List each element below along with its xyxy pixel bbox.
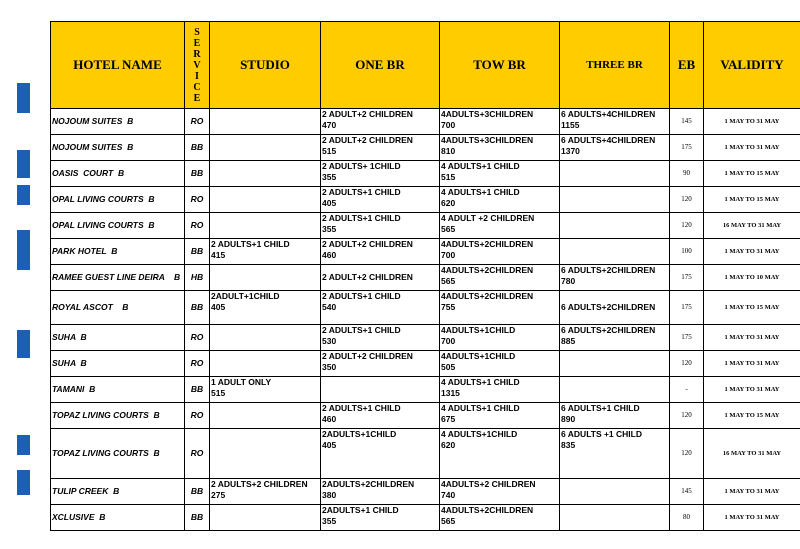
service-cell: RO xyxy=(185,429,210,479)
validity-cell: 1 MAY TO 31 MAY xyxy=(704,377,800,403)
eb-cell: 120 xyxy=(670,187,704,213)
eb-cell: 145 xyxy=(670,479,704,505)
header-service-letter: R xyxy=(193,48,201,60)
price-text: 1155 xyxy=(561,120,580,130)
tow-br-cell xyxy=(440,187,560,213)
price-text: 505 xyxy=(441,362,456,372)
price-text: 675 xyxy=(441,414,456,424)
table-row xyxy=(51,239,800,265)
tow-br-cell xyxy=(440,479,560,505)
occupancy-text: 2 ADULT+2 CHILDREN xyxy=(322,351,413,361)
occupancy-text: 4 ADULTS+1 CHILD xyxy=(441,377,520,387)
one-br-cell xyxy=(321,135,440,161)
price-text: 740 xyxy=(441,490,456,500)
validity-cell: 1 MAY TO 31 MAY xyxy=(704,325,800,351)
table-row xyxy=(51,213,800,239)
studio-cell xyxy=(210,187,321,213)
price-text: 355 xyxy=(322,516,337,526)
price-text: 620 xyxy=(441,198,456,208)
side-decoration xyxy=(0,0,50,549)
service-cell: RO xyxy=(185,325,210,351)
table-row xyxy=(51,291,800,325)
hotel-name-cell: PARK HOTEL B xyxy=(51,239,185,265)
tow-br-cell xyxy=(440,429,560,479)
service-cell: RO xyxy=(185,213,210,239)
hotel-name-cell: SUHA B xyxy=(51,351,185,377)
occupancy-text: 4ADULTS+2 CHILDREN xyxy=(441,479,536,489)
occupancy-text: 1 ADULT ONLY xyxy=(211,377,272,387)
three-br-cell xyxy=(560,135,670,161)
header-service-letter: S xyxy=(194,26,200,38)
occupancy-text: 4ADULTS+1CHILD xyxy=(441,325,516,335)
studio-cell xyxy=(210,213,321,239)
eb-cell: 80 xyxy=(670,505,704,531)
price-text: 470 xyxy=(322,120,337,130)
service-cell: BB xyxy=(185,377,210,403)
price-text: 355 xyxy=(322,224,337,234)
one-br-cell xyxy=(321,429,440,479)
hotel-name-cell: RAMEE GUEST LINE DEIRA B xyxy=(51,265,185,291)
validity-cell: 1 MAY TO 31 MAY xyxy=(704,109,800,135)
hotel-name-cell: ROYAL ASCOT B xyxy=(51,291,185,325)
occupancy-text: 2 ADULTS+1 CHILD xyxy=(211,239,290,249)
table-row xyxy=(51,403,800,429)
side-deco-block-1 xyxy=(17,83,30,113)
eb-cell: 120 xyxy=(670,429,704,479)
side-deco-block-3 xyxy=(17,185,30,205)
studio-cell xyxy=(210,161,321,187)
hotel-name-cell: OPAL LIVING COURTS B xyxy=(51,187,185,213)
price-text: 835 xyxy=(561,440,576,450)
occupancy-text: 4ADULTS+2CHILDREN xyxy=(441,265,534,275)
studio-cell xyxy=(210,109,321,135)
price-text: 405 xyxy=(322,440,337,450)
price-text: 890 xyxy=(561,414,576,424)
occupancy-text: 4 ADULTS+1CHILD xyxy=(441,429,518,439)
studio-cell xyxy=(210,403,321,429)
service-cell: RO xyxy=(185,351,210,377)
table-row xyxy=(51,109,800,135)
hotel-name-cell: OPAL LIVING COURTS B xyxy=(51,213,185,239)
occupancy-text: 2 ADULTS+1 CHILD xyxy=(322,291,401,301)
occupancy-text: 2 ADULTS+1 CHILD xyxy=(322,213,401,223)
occupancy-text: 6 ADULTS +1 CHILD xyxy=(561,429,642,439)
price-text: 355 xyxy=(322,172,337,182)
occupancy-text: 4 ADULTS+1 CHILD xyxy=(441,161,520,171)
validity-cell: 1 MAY TO 15 MAY xyxy=(704,187,800,213)
validity-cell: 16 MAY TO 31 MAY xyxy=(704,429,800,479)
validity-cell: 1 MAY TO 31 MAY xyxy=(704,239,800,265)
price-text: 515 xyxy=(441,172,456,182)
occupancy-text: 4ADULTS+2CHILDREN xyxy=(441,291,534,301)
validity-cell: 1 MAY TO 31 MAY xyxy=(704,505,800,531)
side-deco-block-6 xyxy=(17,435,30,455)
service-cell: BB xyxy=(185,479,210,505)
header-one-br: ONE BR xyxy=(321,22,440,109)
occupancy-text: 2 ADULTS+ 1CHILD xyxy=(322,161,401,171)
price-text: 755 xyxy=(441,302,456,312)
price-text: 565 xyxy=(441,276,456,286)
studio-cell xyxy=(210,429,321,479)
studio-cell xyxy=(210,505,321,531)
header-service-letter: E xyxy=(193,37,201,49)
hotel-name-cell: TOPAZ LIVING COURTS B xyxy=(51,429,185,479)
three-br-cell xyxy=(560,109,670,135)
validity-cell: 1 MAY TO 15 MAY xyxy=(704,161,800,187)
header-service-letter: E xyxy=(193,92,201,104)
studio-cell xyxy=(210,351,321,377)
eb-cell: 175 xyxy=(670,325,704,351)
service-cell: BB xyxy=(185,505,210,531)
header-three-br: THREE BR xyxy=(560,22,670,109)
one-br-cell xyxy=(321,351,440,377)
studio-cell xyxy=(210,325,321,351)
tow-br-cell xyxy=(440,161,560,187)
studio-cell xyxy=(210,265,321,291)
occupancy-text: 4ADULTS+1CHILD xyxy=(441,351,516,361)
tow-br-cell xyxy=(440,239,560,265)
service-cell: HB xyxy=(185,265,210,291)
eb-cell: 100 xyxy=(670,239,704,265)
header-service-letter: C xyxy=(193,81,201,93)
validity-cell: 16 MAY TO 31 MAY xyxy=(704,213,800,239)
price-text: 350 xyxy=(322,362,337,372)
validity-cell: 1 MAY TO 31 MAY xyxy=(704,351,800,377)
price-text: 1370 xyxy=(561,146,580,156)
table-header-row xyxy=(51,22,800,109)
hotel-name-cell: XCLUSIVE B xyxy=(51,505,185,531)
eb-cell: 175 xyxy=(670,135,704,161)
studio-cell xyxy=(210,377,321,403)
studio-cell xyxy=(210,135,321,161)
price-text: 700 xyxy=(441,336,456,346)
service-cell: BB xyxy=(185,291,210,325)
occupancy-text: 2ADULTS+1 CHILD xyxy=(322,505,399,515)
service-cell: BB xyxy=(185,135,210,161)
price-text: 540 xyxy=(322,302,337,312)
price-text: 380 xyxy=(322,490,337,500)
occupancy-text: 2 ADULT+2 CHILDREN xyxy=(322,239,413,249)
one-br-cell xyxy=(321,187,440,213)
price-text: 565 xyxy=(441,516,456,526)
one-br-cell xyxy=(321,109,440,135)
three-br-cell xyxy=(560,265,670,291)
price-text: 460 xyxy=(322,250,337,260)
price-text: 810 xyxy=(441,146,456,156)
price-text: 700 xyxy=(441,250,456,260)
table-row xyxy=(51,505,800,531)
tow-br-cell xyxy=(440,325,560,351)
tow-br-cell xyxy=(440,403,560,429)
occupancy-text: 4ADULTS+3CHILDREN xyxy=(441,135,534,145)
hotel-name-cell: TULIP CREEK B xyxy=(51,479,185,505)
occupancy-text: 6 ADULTS+1 CHILD xyxy=(561,403,640,413)
header-service xyxy=(185,22,210,109)
eb-cell: 145 xyxy=(670,109,704,135)
table-row xyxy=(51,325,800,351)
three-br-cell xyxy=(560,505,670,531)
service-cell: BB xyxy=(185,161,210,187)
three-br-cell xyxy=(560,351,670,377)
three-br-cell xyxy=(560,429,670,479)
validity-cell: 1 MAY TO 10 MAY xyxy=(704,265,800,291)
price-text: 620 xyxy=(441,440,456,450)
one-br-cell xyxy=(321,377,440,403)
price-text: 405 xyxy=(322,198,337,208)
occupancy-text: 2 ADULTS+2 CHILDREN xyxy=(211,479,308,489)
price-text: 275 xyxy=(211,490,226,500)
eb-cell: 175 xyxy=(670,291,704,325)
eb-cell: 120 xyxy=(670,403,704,429)
occupancy-text: 2 ADULT+2 CHILDREN xyxy=(322,135,413,145)
occupancy-text: 2 ADULT+2 CHILDREN xyxy=(322,272,413,282)
price-text: 700 xyxy=(441,120,456,130)
one-br-cell xyxy=(321,403,440,429)
occupancy-text: 6 ADULTS+4CHILDREN xyxy=(561,109,656,119)
service-cell: RO xyxy=(185,403,210,429)
one-br-cell xyxy=(321,265,440,291)
occupancy-text: 4 ADULT +2 CHILDREN xyxy=(441,213,535,223)
validity-cell: 1 MAY TO 15 MAY xyxy=(704,291,800,325)
hotel-name-cell: OASIS COURT B xyxy=(51,161,185,187)
occupancy-text: 4ADULTS+3CHILDREN xyxy=(441,109,534,119)
table-row xyxy=(51,187,800,213)
hotel-name-cell: NOJOUM SUITES B xyxy=(51,109,185,135)
header-service-letter: I xyxy=(195,70,199,82)
one-br-cell xyxy=(321,505,440,531)
service-cell: RO xyxy=(185,187,210,213)
three-br-cell xyxy=(560,479,670,505)
occupancy-text: 4ADULTS+2CHILDREN xyxy=(441,239,534,249)
one-br-cell xyxy=(321,479,440,505)
eb-cell: 120 xyxy=(670,213,704,239)
eb-cell: 175 xyxy=(670,265,704,291)
occupancy-text: 2ADULTS+1CHILD xyxy=(322,429,397,439)
price-text: 1315 xyxy=(441,388,460,398)
one-br-cell xyxy=(321,213,440,239)
service-cell: RO xyxy=(185,109,210,135)
eb-cell: - xyxy=(670,377,704,403)
hotel-rates-table xyxy=(50,21,800,531)
price-text: 405 xyxy=(211,302,226,312)
validity-cell: 1 MAY TO 31 MAY xyxy=(704,479,800,505)
tow-br-cell xyxy=(440,213,560,239)
occupancy-text: 2 ADULTS+1 CHILD xyxy=(322,187,401,197)
occupancy-text: 6 ADULTS+4CHILDREN xyxy=(561,135,656,145)
occupancy-text: 2 ADULTS+1 CHILD xyxy=(322,325,401,335)
one-br-cell xyxy=(321,239,440,265)
validity-cell: 1 MAY TO 15 MAY xyxy=(704,403,800,429)
tow-br-cell xyxy=(440,109,560,135)
table-row xyxy=(51,377,800,403)
side-deco-block-5 xyxy=(17,330,30,358)
occupancy-text: 2ADULT+1CHILD xyxy=(211,291,280,301)
studio-cell xyxy=(210,291,321,325)
tow-br-cell xyxy=(440,351,560,377)
table-row xyxy=(51,429,800,479)
eb-cell: 90 xyxy=(670,161,704,187)
table-row xyxy=(51,479,800,505)
side-deco-block-4 xyxy=(17,230,30,270)
occupancy-text: 6 ADULTS+2CHILDREN xyxy=(561,302,656,312)
occupancy-text: 4ADULTS+2CHILDREN xyxy=(441,505,534,515)
price-text: 565 xyxy=(441,224,456,234)
tow-br-cell xyxy=(440,135,560,161)
occupancy-text: 4 ADULTS+1 CHILD xyxy=(441,187,520,197)
tow-br-cell xyxy=(440,291,560,325)
price-text: 515 xyxy=(322,146,337,156)
table-row xyxy=(51,161,800,187)
validity-cell: 1 MAY TO 31 MAY xyxy=(704,135,800,161)
three-br-cell xyxy=(560,291,670,325)
three-br-cell xyxy=(560,213,670,239)
header-service-letter: V xyxy=(193,59,201,71)
price-text: 885 xyxy=(561,336,576,346)
price-text: 780 xyxy=(561,276,576,286)
three-br-cell xyxy=(560,239,670,265)
tow-br-cell xyxy=(440,505,560,531)
hotel-name-cell: TOPAZ LIVING COURTS B xyxy=(51,403,185,429)
occupancy-text: 2ADULTS+2CHILDREN xyxy=(322,479,415,489)
hotel-name-cell: SUHA B xyxy=(51,325,185,351)
occupancy-text: 2 ADULTS+1 CHILD xyxy=(322,403,401,413)
three-br-cell xyxy=(560,377,670,403)
header-tow-br: TOW BR xyxy=(440,22,560,109)
occupancy-text: 6 ADULTS+2CHILDREN xyxy=(561,325,656,335)
price-text: 515 xyxy=(211,388,226,398)
table-row xyxy=(51,135,800,161)
hotel-name-cell: TAMANI B xyxy=(51,377,185,403)
tow-br-cell xyxy=(440,265,560,291)
table-row xyxy=(51,265,800,291)
price-text: 460 xyxy=(322,414,337,424)
one-br-cell xyxy=(321,325,440,351)
table-row xyxy=(51,351,800,377)
three-br-cell xyxy=(560,403,670,429)
one-br-cell xyxy=(321,161,440,187)
eb-cell: 120 xyxy=(670,351,704,377)
header-validity: VALIDITY xyxy=(704,22,800,109)
header-hotel-name: HOTEL NAME xyxy=(51,22,185,109)
one-br-cell xyxy=(321,291,440,325)
service-cell: BB xyxy=(185,239,210,265)
studio-cell xyxy=(210,479,321,505)
side-deco-block-2 xyxy=(17,150,30,178)
occupancy-text: 6 ADULTS+2CHILDREN xyxy=(561,265,656,275)
side-deco-block-7 xyxy=(17,470,30,495)
price-text: 415 xyxy=(211,250,226,260)
three-br-cell xyxy=(560,325,670,351)
price-text: 530 xyxy=(322,336,337,346)
hotel-name-cell: NOJOUM SUITES B xyxy=(51,135,185,161)
occupancy-text: 4 ADULTS+1 CHILD xyxy=(441,403,520,413)
three-br-cell xyxy=(560,187,670,213)
studio-cell xyxy=(210,239,321,265)
three-br-cell xyxy=(560,161,670,187)
header-studio: STUDIO xyxy=(210,22,321,109)
tow-br-cell xyxy=(440,377,560,403)
header-eb: EB xyxy=(670,22,704,109)
occupancy-text: 2 ADULT+2 CHILDREN xyxy=(322,109,413,119)
